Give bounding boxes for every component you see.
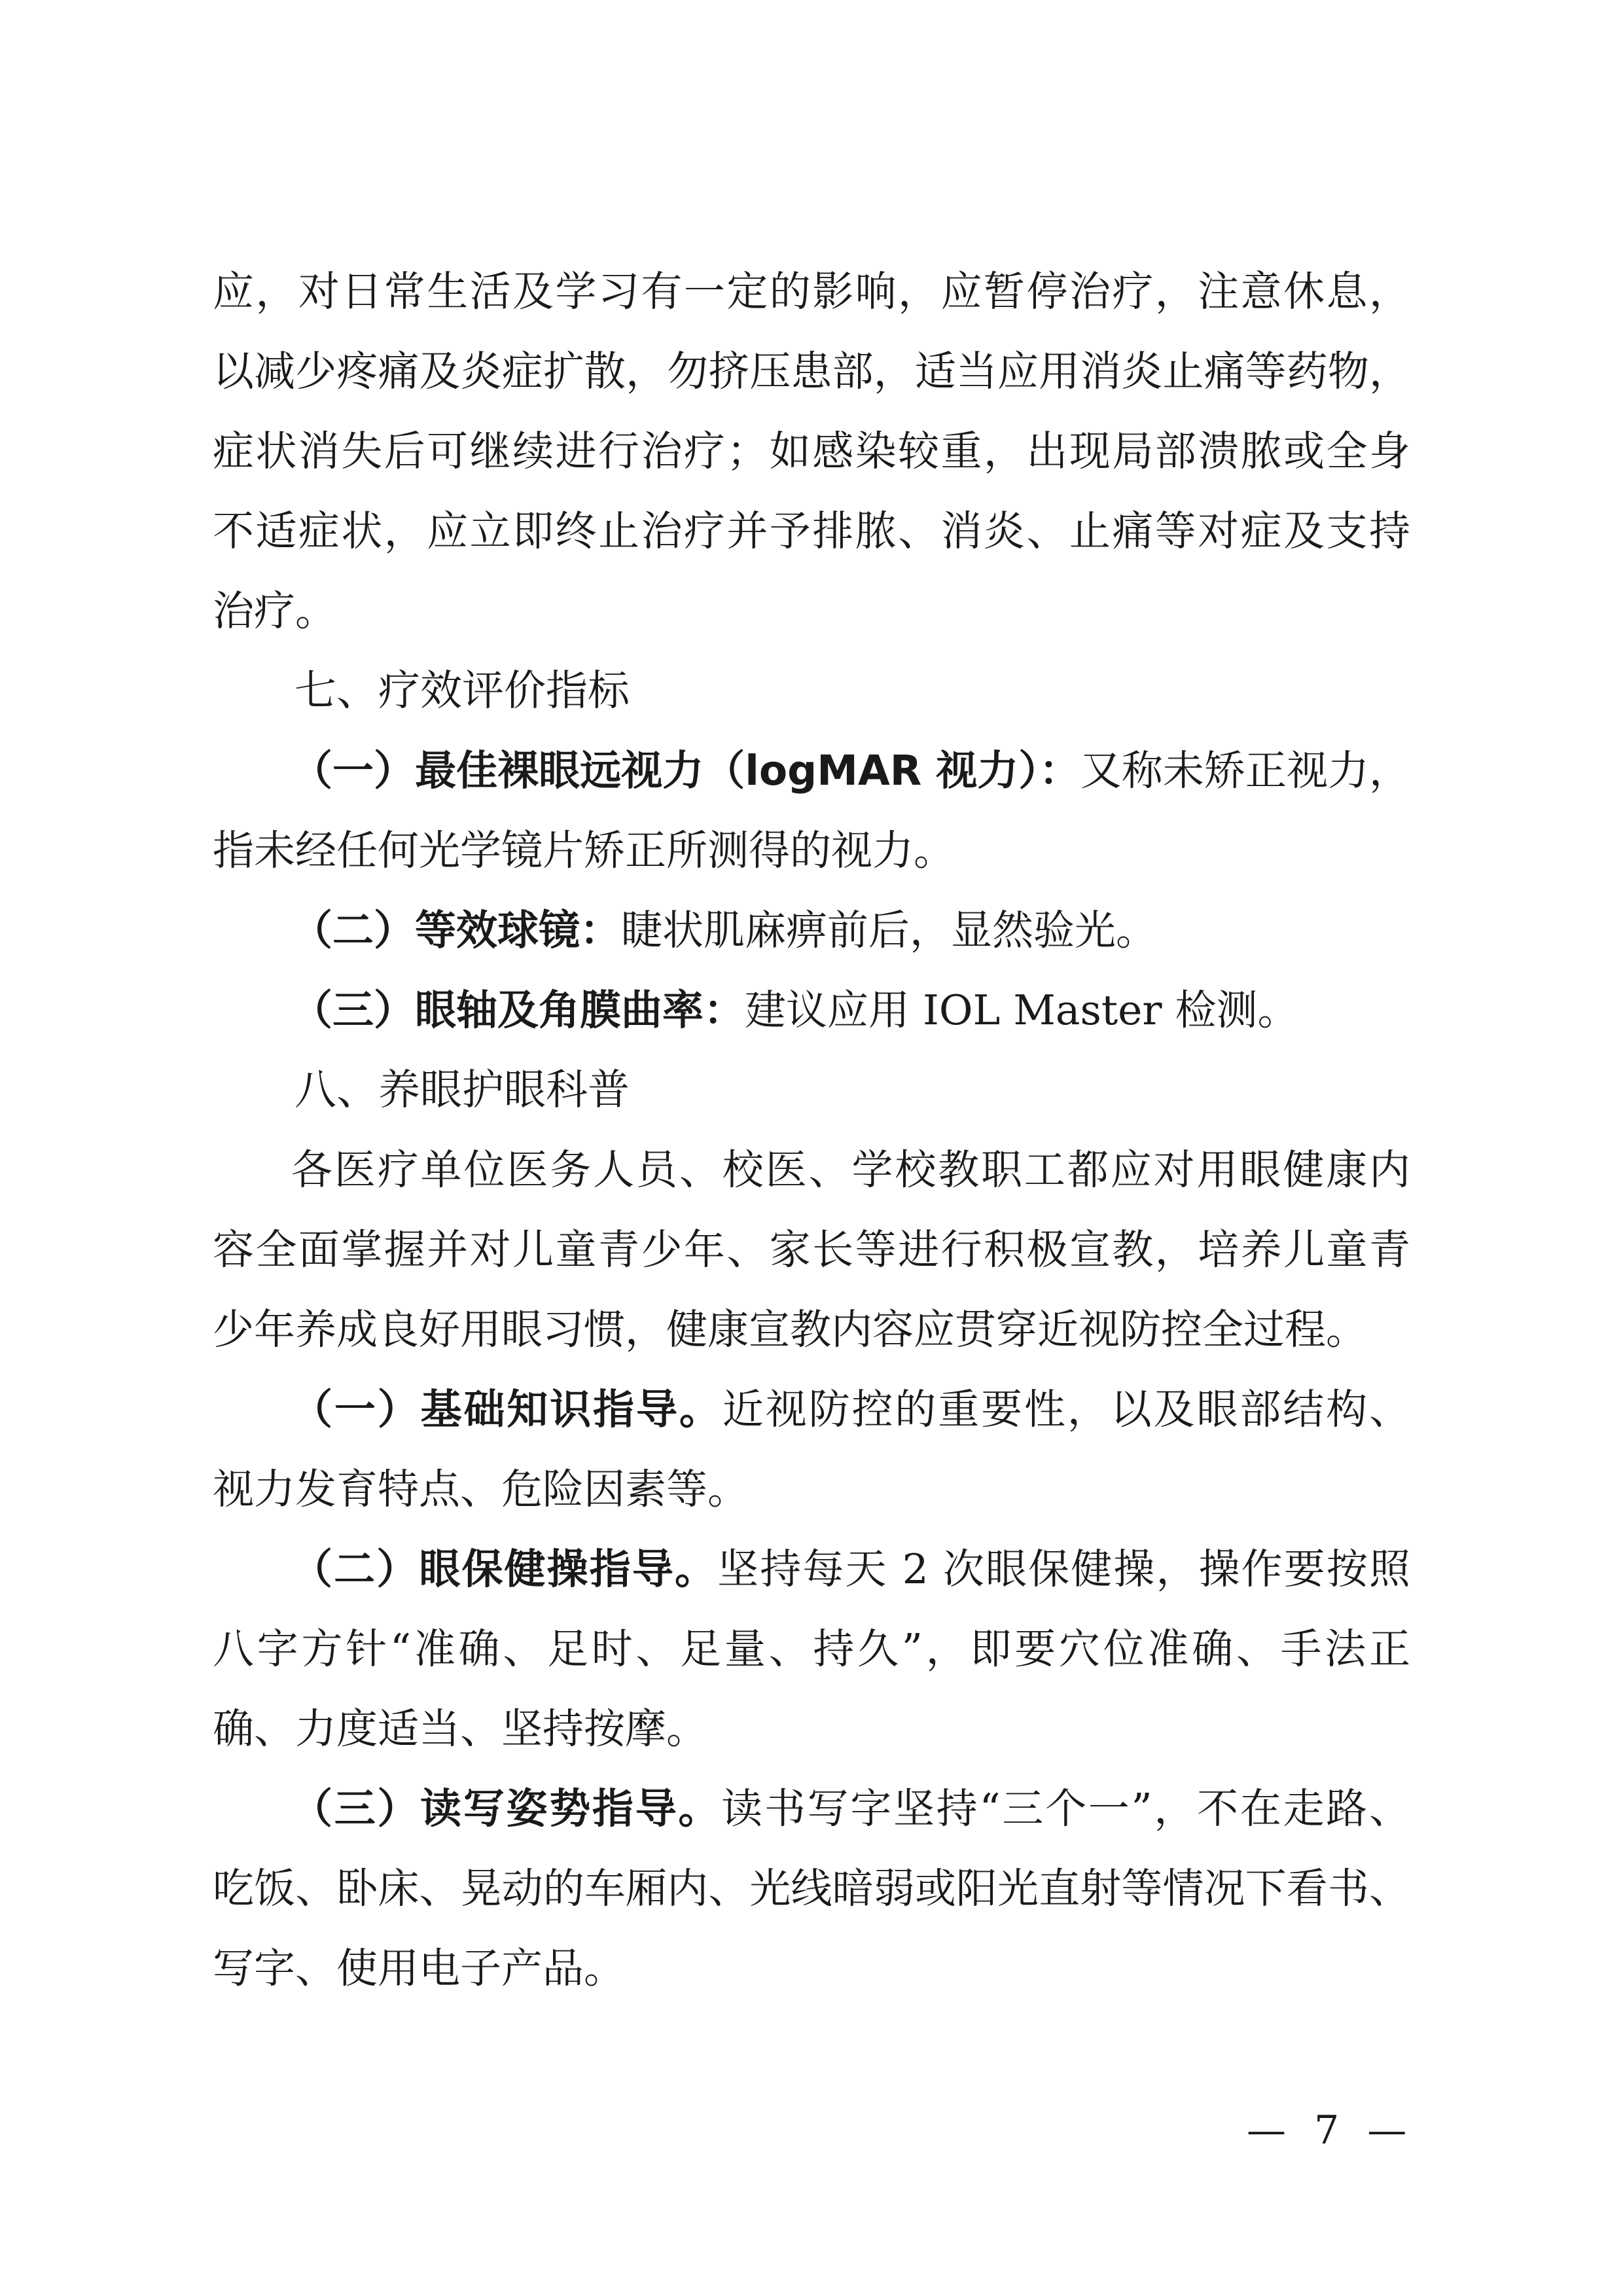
subsection-8-3 <box>213 1769 1410 1849</box>
subsection-text: 建议应用 IOL Master 检测。 <box>745 986 1299 1034</box>
paragraph-line: 各医疗单位医务人员、校医、学校教职工都应对用眼健康内 <box>291 1146 1410 1194</box>
section-heading-8: 八、养眼护眼科普 <box>294 1066 630 1115</box>
paragraph-line: 以减少疼痛及炎症扩散，勿挤压患部，适当应用消炎止痛等药物， <box>213 348 1410 395</box>
paragraph-line: 少年养成良好用眼习惯，健康宣教内容应贯穿近视防控全过程。 <box>213 1306 1367 1354</box>
subsection-text: 近视防控的重要性，以及眼部结构、 <box>722 1386 1411 1433</box>
subsection-8-2 <box>213 1530 1410 1609</box>
subsection-label: （二）等效球镜： <box>291 906 621 954</box>
subsection-8-1 <box>213 1370 1410 1450</box>
subsection-text: 读书写字坚持“三个一”，不在走路、 <box>721 1785 1411 1833</box>
paragraph-line: 治疗。 <box>213 587 336 635</box>
section-heading-7: 七、疗效评价指标 <box>294 667 630 715</box>
subsection-7-2 <box>213 891 1410 971</box>
paragraph-line: 不适症状，应立即终止治疗并予排脓、消炎、止痛等对症及支持 <box>213 507 1410 555</box>
paragraph-line: 写字、使用电子产品。 <box>213 1945 625 1992</box>
body-text <box>213 252 1410 2009</box>
subsection-label: （二）眼保健操指导。 <box>291 1545 718 1593</box>
paragraph-line: 指未经任何光学镜片矫正所测得的视力。 <box>213 827 955 874</box>
subsection-text: 又称未矫正视力， <box>1080 747 1411 795</box>
paragraph-line: 八字方针“准确、足时、足量、持久”，即要穴位准确、手法正 <box>213 1625 1410 1673</box>
subsection-text: 坚持每天 2 次眼保健操，操作要按照 <box>717 1545 1411 1593</box>
subsection-7-3 <box>213 971 1410 1050</box>
subsection-label: （一）最佳裸眼远视力（logMAR 视力）： <box>291 747 1080 795</box>
subsection-text: 睫状肌麻痹前后，显然验光。 <box>621 906 1157 954</box>
paragraph-line: 视力发育特点、危险因素等。 <box>213 1465 749 1513</box>
paragraph-line: 确、力度适当、坚持按摩。 <box>213 1705 707 1753</box>
paragraph-line: 应，对日常生活及学习有一定的影响，应暂停治疗，注意休息， <box>213 268 1410 315</box>
subsection-label: （一）基础知识指导。 <box>291 1386 722 1433</box>
paragraph-line: 吃饭、卧床、晃动的车厢内、光线暗弱或阳光直射等情况下看书、 <box>213 1865 1410 1912</box>
page-number: — 7 — <box>1247 2108 1415 2153</box>
subsection-label: （三）眼轴及角膜曲率： <box>291 986 745 1034</box>
subsection-label: （三）读写姿势指导。 <box>291 1785 722 1833</box>
subsection-7-1 <box>213 731 1410 811</box>
paragraph-line: 容全面掌握并对儿童青少年、家长等进行积极宣教，培养儿童青 <box>213 1226 1410 1274</box>
paragraph-line: 症状消失后可继续进行治疗；如感染较重，出现局部溃脓或全身 <box>213 427 1410 475</box>
